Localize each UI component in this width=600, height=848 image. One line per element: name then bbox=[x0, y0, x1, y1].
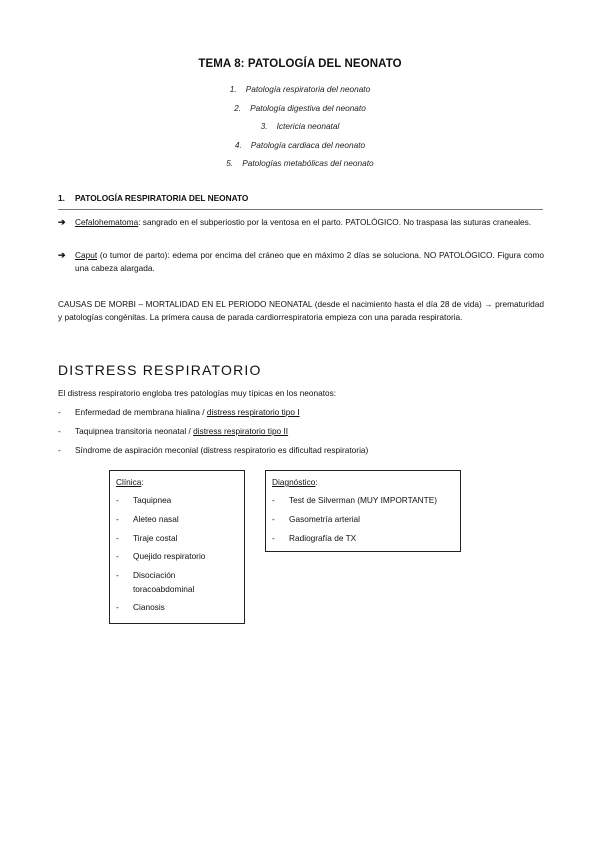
diagnostico-box bbox=[265, 470, 461, 552]
list-item: - Cianosis bbox=[116, 602, 165, 612]
box-title: Diagnóstico: bbox=[272, 477, 318, 487]
list-item: - Taquipnea transitoria neonatal / distress respiratorio tipo II bbox=[58, 426, 289, 436]
arrow-right-icon: ➔ bbox=[58, 250, 66, 260]
section-divider bbox=[58, 209, 543, 210]
toc-item: 4. Patología cardiaca del neonato bbox=[234, 139, 366, 150]
box-title: Clínica: bbox=[116, 477, 144, 487]
term: Caput bbox=[75, 250, 98, 260]
list-item: - Radiografía de TX bbox=[272, 533, 357, 543]
list-item: - Test de Silverman (MUY IMPORTANTE) bbox=[272, 495, 437, 505]
term: Cefalohematoma bbox=[75, 217, 139, 227]
toc-item: 3. Ictericia neonatal bbox=[260, 121, 340, 132]
list-item: - Enfermedad de membrana hialina / distress respiratorio tipo I bbox=[58, 407, 300, 417]
bullet-caput: ➔ Caput (o tumor de parto): edema por encima del cráneo que en máximo 2 días se soluciona. NO PATOLÓGICO. Figura como una cabeza alargada. bbox=[58, 250, 544, 273]
toc-item: 2. Patología digestiva del neonato bbox=[234, 102, 366, 113]
list-item: - Tiraje costal bbox=[116, 533, 178, 543]
list-item: - Aleteo nasal bbox=[116, 514, 179, 524]
toc-item: 5. Patologías metabólicas del neonato bbox=[226, 158, 374, 169]
arrow-right-icon: ➔ bbox=[58, 217, 66, 227]
causes-paragraph: CAUSAS DE MORBI – MORTALIDAD EN EL PERIODO NEONATAL (desde el nacimiento hasta el día 28 de vida) → prematuridad y patologías congénitas. La primera causa de parada cardiorrespiratoria empieza con una parada respiratoria. bbox=[58, 299, 544, 323]
list-item: - Taquipnea bbox=[116, 495, 172, 505]
list-item: - Síndrome de aspiración meconial (distress respiratorio es dificultad respiratoria) bbox=[58, 445, 369, 455]
intro-text: El distress respiratorio engloba tres patologías muy típicas en los neonatos: bbox=[58, 388, 337, 398]
clinica-box bbox=[109, 470, 245, 624]
bullet-cefalohematoma: ➔ Cefalohematoma: sangrado en el subperiostio por la ventosa en el parto. PATOLÓGICO. No traspasa las suturas craneales. bbox=[58, 217, 532, 227]
list-item: - Disociación toracoabdominal bbox=[116, 570, 195, 594]
toc-item: 1. Patología respiratoria del neonato bbox=[229, 84, 371, 94]
list-item: - Quejido respiratorio bbox=[116, 551, 206, 561]
list-item: - Gasometría arterial bbox=[272, 514, 361, 524]
section-heading: 1. PATOLOGÍA RESPIRATORIA DEL NEONATO bbox=[58, 193, 249, 203]
page-title: TEMA 8: PATOLOGÍA DEL NEONATO bbox=[198, 58, 402, 70]
table-of-contents bbox=[0, 80, 600, 173]
section-heading-distress: DISTRESS RESPIRATORIO bbox=[58, 362, 262, 378]
